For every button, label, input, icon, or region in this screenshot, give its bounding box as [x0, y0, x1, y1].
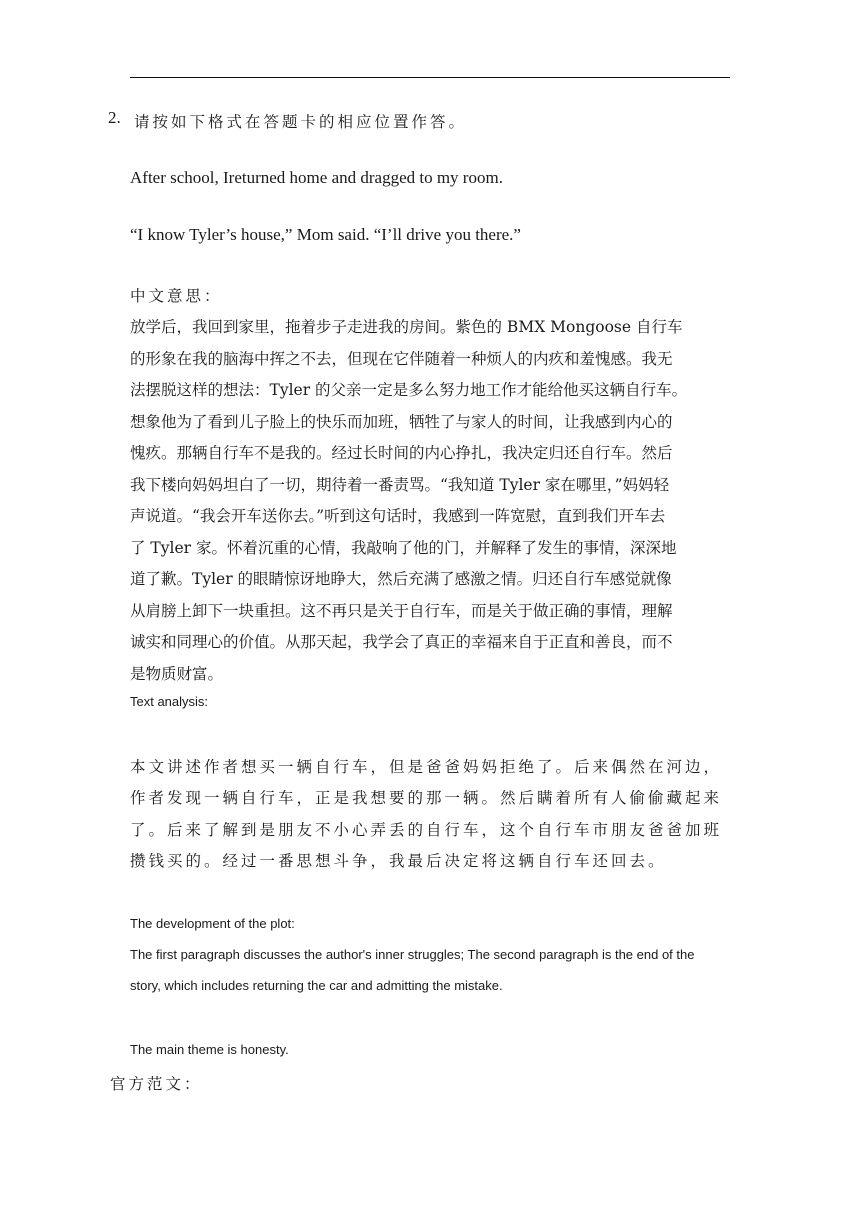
main-theme: The main theme is honesty. [130, 1042, 289, 1057]
translation-line: 诚实和同理心的价值。从那天起，我学会了真正的幸福来自于正直和善良，而不 [130, 633, 673, 651]
plot-line-2: story, which includes returning the car and admitting the mistake. [130, 978, 503, 993]
translation-line: 道了歉。Tyler 的眼睛惊讶地睁大，然后充满了感激之情。归还自行车感觉就像 [130, 570, 672, 588]
answer-line-1: After school, Ireturned home and dragged to my room. [130, 168, 503, 187]
answer-line-2: “I know Tyler’s house,” Mom said. “I’ll drive you there.” [130, 225, 521, 244]
summary-line: 作者发现一辆自行车，正是我想要的那一辆。然后瞒着所有人偷偷藏起来 [130, 789, 723, 808]
summary-line: 了。后来了解到是朋友不小心弄丢的自行车，这个自行车市朋友爸爸加班 [130, 820, 723, 839]
translation-paragraph [130, 312, 735, 690]
translation-line: 法摆脱这样的想法：Tyler 的父亲一定是多么努力地工作才能给他买这辆自行车。 [130, 381, 688, 399]
translation-line: 我下楼向妈妈坦白了一切，期待着一番责骂。“我知道 Tyler 家在哪里，”妈妈轻 [130, 475, 670, 494]
translation-line: 想象他为了看到儿子脸上的快乐而加班，牺牲了与家人的时间，让我感到内心的 [130, 412, 673, 431]
analysis-summary [130, 752, 735, 877]
plot-label: The development of the plot: [130, 916, 295, 931]
translation-line: 的形象在我的脑海中挥之不去，但现在它伴随着一种烦人的内疚和羞愧感。我无 [130, 349, 673, 368]
translation-label: 中文意思： [130, 287, 223, 305]
summary-line: 攒钱买的。经过一番思想斗争，我最后决定将这辆自行车还回去。 [130, 851, 667, 870]
item-number: 2. [108, 108, 121, 127]
translation-line: 声说道。“我会开车送你去。”听到这句话时，我感到一阵宽慰，直到我们开车去 [130, 507, 666, 525]
top-rule [130, 77, 730, 78]
instruction-text: 请按如下格式在答题卡的相应位置作答。 [134, 113, 468, 131]
text-analysis-label: Text analysis: [130, 694, 209, 709]
plot-line-1: The first paragraph discusses the author's inner struggles; The second paragraph is the end of the [130, 947, 695, 962]
translation-line: 是物质财富。 [130, 664, 224, 683]
translation-line: 放学后，我回到家里，拖着步子走进我的房间。紫色的 BMX Mongoose 自行车 [130, 318, 683, 336]
model-essay-label: 官方范文： [110, 1075, 203, 1093]
translation-line: 了 Tyler 家。怀着沉重的心情，我敲响了他的门，并解释了发生的事情，深深地 [130, 538, 677, 557]
translation-line: 从肩膀上卸下一块重担。这不再只是关于自行车，而是关于做正确的事情，理解 [130, 601, 673, 620]
summary-line: 本文讲述作者想买一辆自行车，但是爸爸妈妈拒绝了。后来偶然在河边， [130, 758, 723, 776]
translation-line: 愧疚。那辆自行车不是我的。经过长时间的内心挣扎，我决定归还自行车。然后 [130, 444, 673, 462]
